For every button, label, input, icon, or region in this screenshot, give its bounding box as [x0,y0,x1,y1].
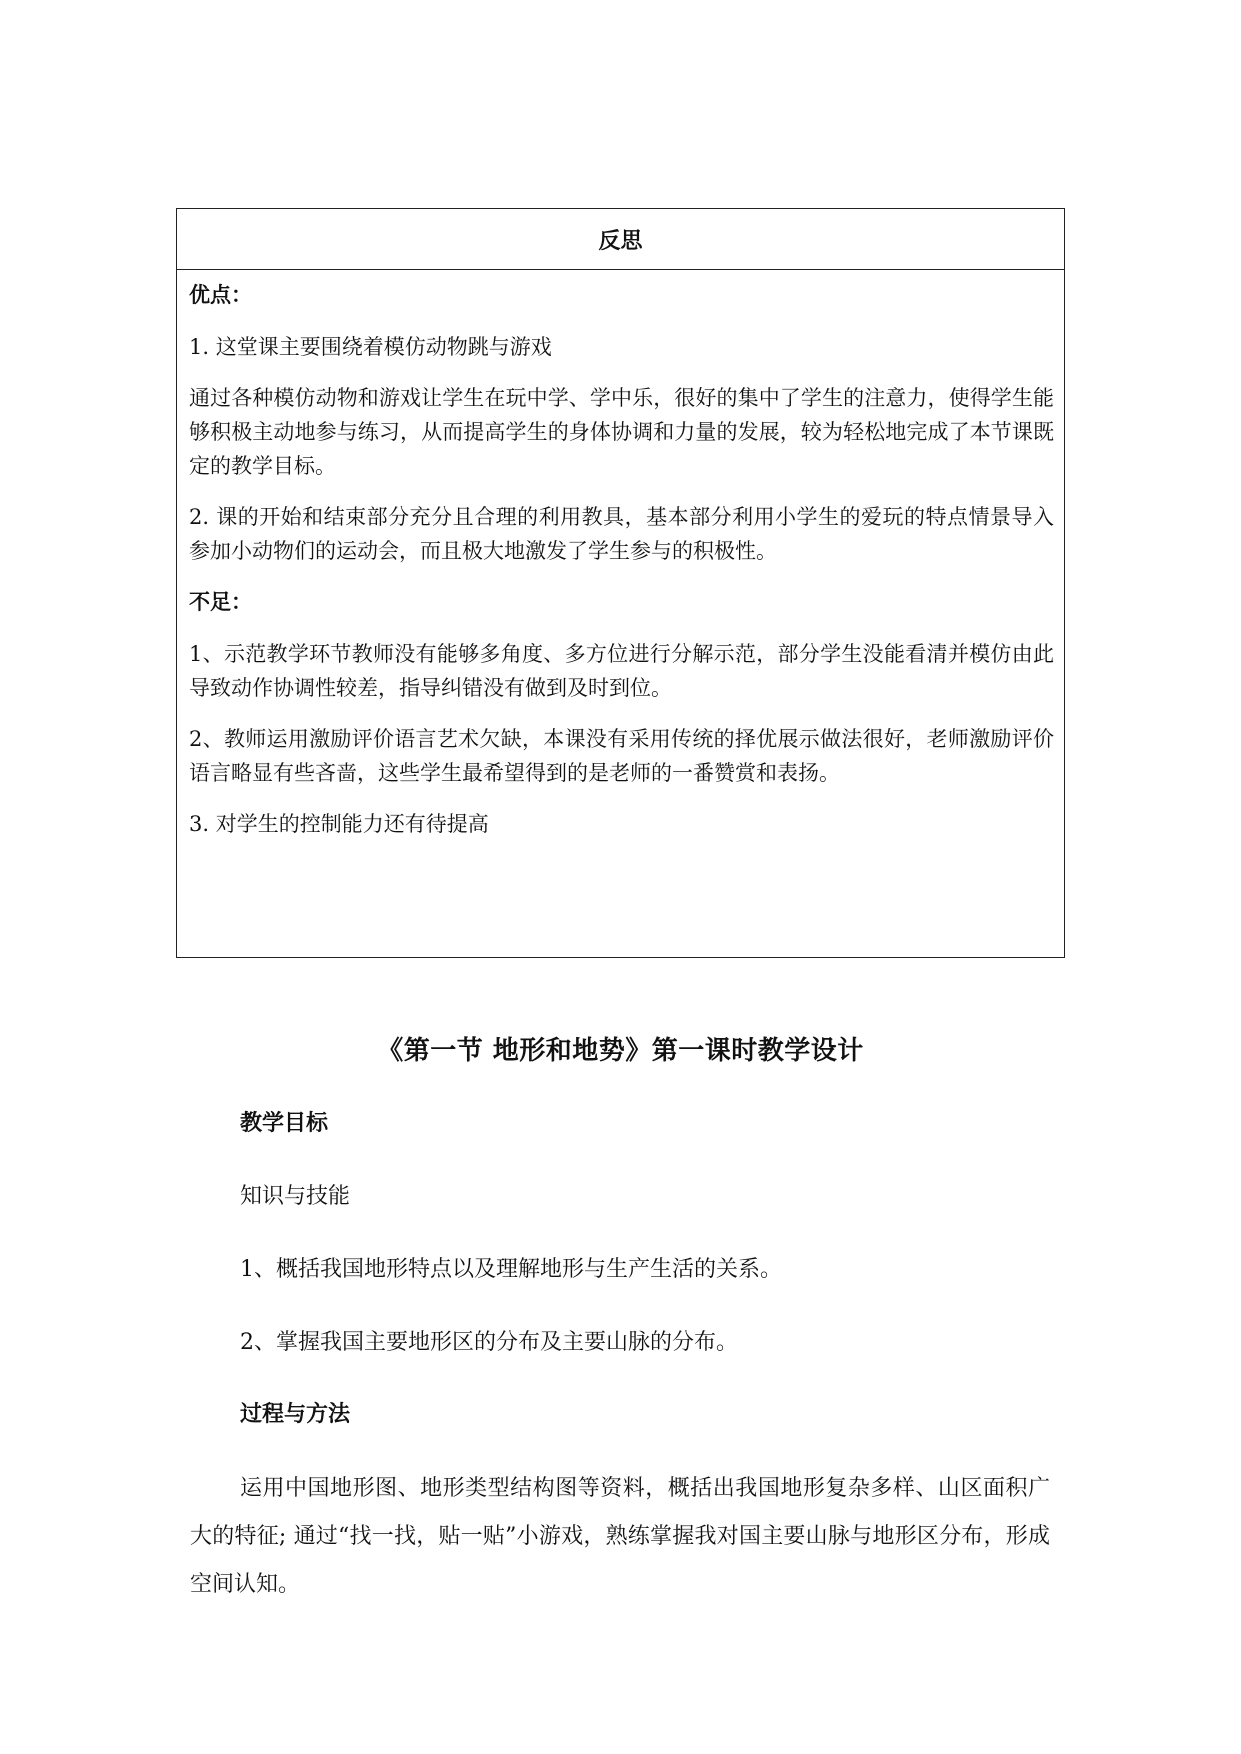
weakness-item: 3. 对学生的控制能力还有待提高 [189,812,489,836]
objectives-heading: 教学目标 [240,1111,329,1136]
reflection-table [176,208,1065,958]
strengths-label: 优点： [189,283,252,307]
lesson-title: 《第一节 地形和地势》第一课时教学设计 [377,1036,864,1066]
knowledge-item: 1、概括我国地形特点以及理解地形与生产生活的关系。 [240,1257,782,1282]
strength-item: 通过各种模仿动物和游戏让学生在玩中学、学中乐，很好的集中了学生的注意力，使得学生能够积极主动地参与练习，从而提高学生的身体协调和力量的发展，较为轻松地完成了本节课既定的教学目标。 [189,386,1054,478]
process-heading: 过程与方法 [240,1402,351,1427]
strength-item: 1. 这堂课主要围绕着模仿动物跳与游戏 [189,335,552,359]
weakness-item: 2、教师运用激励评价语言艺术欠缺，本课没有采用传统的择优展示做法很好，老师激励评价语言略显有些吝啬，这些学生最希望得到的是老师的一番赞赏和表扬。 [189,727,1054,785]
strength-item: 2. 课的开始和结束部分充分且合理的利用教具，基本部分利用小学生的爱玩的特点情景导入参加小动物们的运动会，而且极大地激发了学生参与的积极性。 [189,505,1054,563]
reflection-header: 反思 [177,209,1064,270]
weakness-item: 1、示范教学环节教师没有能够多角度、多方位进行分解示范，部分学生没能看清并模仿由此导致动作协调性较差，指导纠错没有做到及时到位。 [189,642,1054,700]
weaknesses-label: 不足： [189,590,252,614]
knowledge-item: 2、掌握我国主要地形区的分布及主要山脉的分布。 [240,1330,738,1355]
reflection-body [177,270,1064,841]
process-paragraph: 运用中国地形图、地形类型结构图等资料，概括出我国地形复杂多样、山区面积广大的特征; 通过“找一找，贴一贴”小游戏，熟练掌握我对国主要山脉与地形区分布，形成空间认知。 [190,1476,1050,1597]
knowledge-heading: 知识与技能 [240,1184,351,1209]
